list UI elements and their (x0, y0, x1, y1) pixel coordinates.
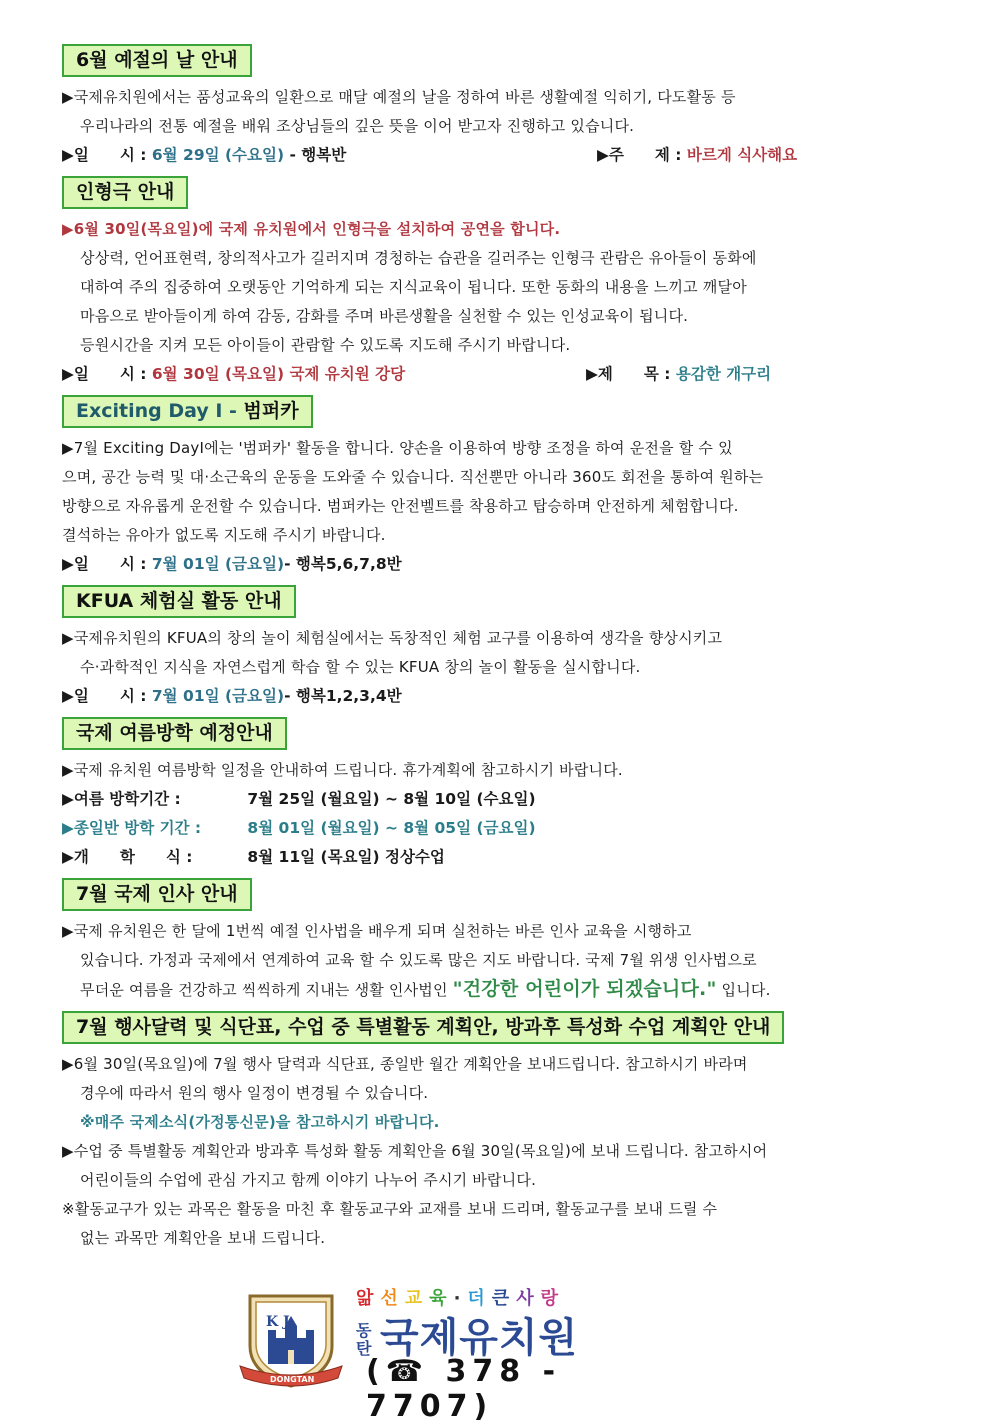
schedule-value: 8월 11일 (목요일) 정상수업 (247, 848, 445, 866)
logo-text: K J (266, 1314, 290, 1330)
date-suffix: - 행복반 (284, 146, 347, 164)
paragraph-line: ※활동교구가 있는 과목은 활동을 마친 후 활동교구와 교재를 보내 드리며, 활동교구를 보내 드릴 수 (62, 1200, 718, 1218)
motto-char: 랑 (540, 1288, 565, 1309)
info-row (62, 360, 934, 389)
note-line: ※매주 국제소식(가정통신문)을 참고하시기 바랍니다. (80, 1113, 440, 1131)
section-title-en: Exciting Day Ⅰ - (76, 400, 244, 422)
motto-char: 사 (516, 1288, 541, 1309)
date-value: 7월 01일 (금요일) (151, 555, 285, 573)
area-label (356, 1322, 380, 1358)
section-title: 7월 행사달력 및 식단표, 수업 중 특별활동 계획안, 방과후 특성화 수업 계획안 안내 (62, 1011, 784, 1044)
schedule-row (62, 814, 934, 843)
schedule-label: ▶개 학 식 : (62, 848, 193, 866)
section-title: 인형극 안내 (62, 176, 188, 209)
paragraph-line: 으며, 공간 능력 및 대·소근육의 운동을 도와줄 수 있습니다. 직선뿐만 아니라 360도 회전을 통하여 원하는 (62, 468, 764, 486)
paragraph-line: 경우에 따라서 원의 행사 일정이 변경될 수 있습니다. (80, 1084, 429, 1102)
logo-ribbon: DONGTAN (270, 1375, 315, 1384)
section-title: 7월 국제 인사 안내 (62, 878, 252, 911)
schedule-label: ▶종일반 방학 기간 : (62, 819, 202, 837)
paragraph-line: ▶6월 30일(목요일)에 7월 행사 달력과 식단표, 종일반 월간 계획안을 보내드립니다. 참고하시기 바라며 (62, 1055, 748, 1073)
paragraph-line: 방향으로 자유롭게 운전할 수 있습니다. 범퍼카는 안전벨트를 착용하고 탑승하며 안전하게 체험합니다. (62, 497, 739, 515)
school-footer (238, 1282, 668, 1424)
schedule-value: 8월 01일 (월요일) ~ 8월 05일 (금요일) (247, 819, 536, 837)
motto-char: 교 (404, 1288, 430, 1309)
section-title: KFUA 체험실 활동 안내 (62, 585, 296, 618)
date-value: 6월 29일 (수요일) (151, 146, 285, 164)
section-summer-vacation (62, 717, 934, 872)
date-value: 6월 30일 (목요일) 국제 유치원 강당 (151, 365, 406, 383)
section-puppet-show (62, 176, 934, 389)
paragraph-line: 결석하는 유아가 없도록 지도해 주시기 바랍니다. (62, 526, 386, 544)
motto-char: 선 (380, 1288, 405, 1309)
section-etiquette-day (62, 44, 934, 170)
section-title-kr: 범퍼카 (243, 400, 299, 422)
schedule-row (62, 843, 934, 872)
info-row (62, 550, 934, 579)
paragraph-line: ▶국제 유치원 여름방학 일정을 안내하여 드립니다. 휴가계획에 참고하시기 바랍니다. (62, 761, 623, 779)
school-logo (238, 1286, 344, 1390)
paragraph-line: 마음으로 받아들이게 하여 감동, 감화를 주며 바른생활을 실천할 수 있는 인성교육이 됩니다. (80, 307, 689, 325)
section-kfua (62, 585, 934, 711)
area-top: 동 (356, 1321, 373, 1340)
highlight-line: ▶6월 30일(목요일)에 국제 유치원에서 인형극을 설치하여 공연을 합니다. (62, 220, 561, 238)
motto-char: 큰 (491, 1288, 517, 1309)
paragraph-line: 없는 과목만 계획안을 보내 드립니다. (80, 1229, 326, 1247)
section-title: 6월 예절의 날 안내 (62, 44, 252, 77)
paragraph-text: 무더운 여름을 건강하고 씩씩하게 지내는 생활 인사법인 (80, 981, 453, 999)
section-exciting-day (62, 395, 934, 579)
title-value: 용감한 개구리 (675, 365, 772, 383)
newsletter-page (62, 44, 934, 1259)
date-label: ▶일 시 : (62, 365, 147, 383)
schedule-value: 7월 25일 (월요일) ~ 8월 10일 (수요일) (247, 790, 536, 808)
info-row (62, 682, 934, 711)
date-label: ▶일 시 : (62, 687, 147, 705)
date-suffix: - 행복1,2,3,4반 (284, 687, 402, 705)
motto-char: 더 (467, 1288, 492, 1309)
paragraph-line (62, 975, 934, 1005)
school-name: 국제유치원 (380, 1315, 579, 1361)
paragraph-text: 입니다. (716, 981, 771, 999)
paragraph-line: ▶7월 Exciting DayⅠ에는 '범퍼카' 활동을 합니다. 양손을 이용하여 방향 조정을 하여 운전을 할 수 있 (62, 439, 733, 457)
date-label: ▶일 시 : (62, 146, 147, 164)
area-bottom: 탄 (356, 1339, 373, 1358)
title-label: ▶제 목 : (586, 365, 671, 383)
info-row (62, 141, 934, 170)
paragraph-line: ▶국제 유치원은 한 달에 1번씩 예절 인사법을 배우게 되며 실천하는 바른 인사 교육을 시행하고 (62, 922, 692, 940)
paragraph-line: 등원시간을 지켜 모든 아이들이 관람할 수 있도록 지도해 주시기 바랍니다. (80, 336, 571, 354)
paragraph-line: 어린이들의 수업에 관심 가지고 함께 이야기 나누어 주시기 바랍니다. (80, 1171, 537, 1189)
section-title: 국제 여름방학 예정안내 (62, 717, 287, 750)
paragraph-line: ▶국제유치원의 KFUA의 창의 놀이 체험실에서는 독창적인 체험 교구를 이용하여 생각을 향상시키고 (62, 629, 723, 647)
schedule-row (62, 785, 934, 814)
section-title (62, 395, 313, 428)
motto-char: · (453, 1288, 468, 1309)
phone-number: (☎ 378 - 7707) (366, 1354, 562, 1424)
paragraph-line: 수·과학적인 지식을 자연스럽게 학습 할 수 있는 KFUA 창의 놀이 활동을 실시합니다. (80, 658, 641, 676)
schedule-label: ▶여름 방학기간 : (62, 790, 181, 808)
greeting-quote: "건강한 어린이가 되겠습니다." (452, 978, 717, 1000)
paragraph-line: ▶수업 중 특별활동 계획안과 방과후 특성화 활동 계획안을 6월 30일(목요일)에 보내 드립니다. 참고하시어 (62, 1142, 768, 1160)
date-suffix: - 행복5,6,7,8반 (284, 555, 402, 573)
motto-char: 육 (429, 1288, 454, 1309)
motto-char: 앎 (356, 1288, 381, 1309)
section-calendar-plans (62, 1011, 934, 1253)
date-label: ▶일 시 : (62, 555, 147, 573)
date-value: 7월 01일 (금요일) (151, 687, 285, 705)
paragraph-line: 우리나라의 전통 예절을 배워 조상님들의 깊은 뜻을 이어 받고자 진행하고 있습니다. (80, 117, 635, 135)
paragraph-line: 상상력, 언어표현력, 창의적사고가 길러지며 경청하는 습관을 길러주는 인형극 관람은 유아들이 동화에 (80, 249, 757, 267)
paragraph-line: ▶국제유치원에서는 품성교육의 일환으로 매달 예절의 날을 정하여 바른 생활예절 익히기, 다도활동 등 (62, 88, 736, 106)
theme-value: 바르게 식사해요 (686, 146, 798, 164)
section-greeting (62, 878, 934, 1005)
paragraph-line: 있습니다. 가정과 국제에서 연계하여 교육 할 수 있도록 많은 지도 바랍니다. 국제 7월 위생 인사법으로 (80, 951, 757, 969)
theme-label: ▶주 제 : (597, 146, 682, 164)
paragraph-line: 대하여 주의 집중하여 오랫동안 기억하게 되는 지식교육이 됩니다. 또한 동화의 내용을 느끼고 깨달아 (80, 278, 747, 296)
